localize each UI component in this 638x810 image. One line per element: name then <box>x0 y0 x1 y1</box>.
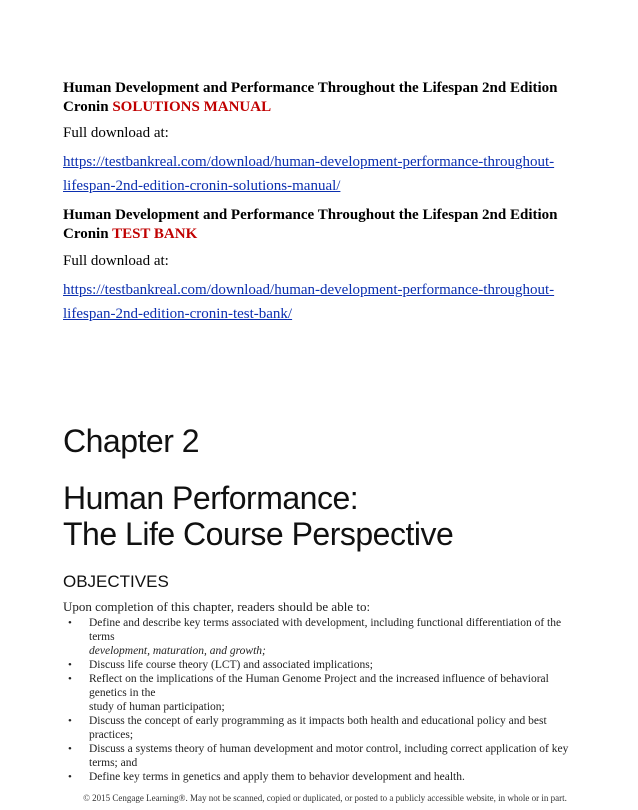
heading-line-1: Human Development and Performance Throughout the Lifespan 2nd Edition <box>63 80 558 96</box>
bullet-icon: • <box>68 617 72 629</box>
chapter-title-line-2: The Life Course Perspective <box>63 516 454 552</box>
solutions-manual-label: SOLUTIONS MANUAL <box>112 99 272 115</box>
copyright-footer: © 2015 Cengage Learning®. May not be scanned, copied or duplicated, or posted to a publicly accessible website, in whole or in part. <box>83 793 567 803</box>
heading-line-2: Cronin SOLUTIONS MANUAL <box>63 99 272 115</box>
test-bank-label: TEST BANK <box>112 226 198 242</box>
list-item: study of human participation; <box>89 701 225 713</box>
bullet-icon: • <box>68 659 72 671</box>
list-item: • Discuss a systems theory of human development and motor control, including correct application of key terms; and <box>68 743 569 769</box>
list-item: • Define key terms in genetics and apply them to behavior development and health. <box>68 771 465 783</box>
list-item: development, maturation, and growth; <box>89 645 266 657</box>
list-item: • Define and describe key terms associated with development, including functional differentiation of the terms <box>68 617 562 643</box>
download-label-2: Full download at: <box>63 253 169 269</box>
bullet-icon: • <box>68 771 72 783</box>
list-item: • Discuss life course theory (LCT) and associated implications; <box>68 659 373 671</box>
solutions-manual-link[interactable]: https://testbankreal.com/download/human-development-performance-throughout- lifespan-2nd-edition-cronin-solutions-manual/ <box>63 154 555 194</box>
test-bank-heading <box>63 206 583 244</box>
chapter-title-line-1: Human Performance: <box>63 480 359 516</box>
heading-line-1: Human Development and Performance Throughout the Lifespan 2nd Edition <box>63 207 558 223</box>
solutions-manual-heading <box>63 79 583 117</box>
test-bank-link[interactable]: https://testbankreal.com/download/human-development-performance-throughout- lifespan-2nd-edition-cronin-test-bank/ <box>63 282 555 322</box>
bullet-icon: • <box>68 743 72 755</box>
bullet-icon: • <box>68 673 72 685</box>
objectives-intro: Upon completion of this chapter, readers should be able to: <box>63 599 371 614</box>
download-label-1: Full download at: <box>63 125 169 141</box>
objectives-heading: OBJECTIVES <box>63 572 169 591</box>
list-item: • Reflect on the implications of the Human Genome Project and the increased influence of behavioral genetics in the <box>68 673 549 699</box>
bullet-icon: • <box>68 715 72 727</box>
objectives-list <box>63 616 583 784</box>
chapter-number: Chapter 2 <box>63 423 200 459</box>
heading-line-2: Cronin TEST BANK <box>63 226 198 242</box>
list-item: • Discuss the concept of early programming as it impacts both health and educational policy and best practices; <box>68 715 547 741</box>
